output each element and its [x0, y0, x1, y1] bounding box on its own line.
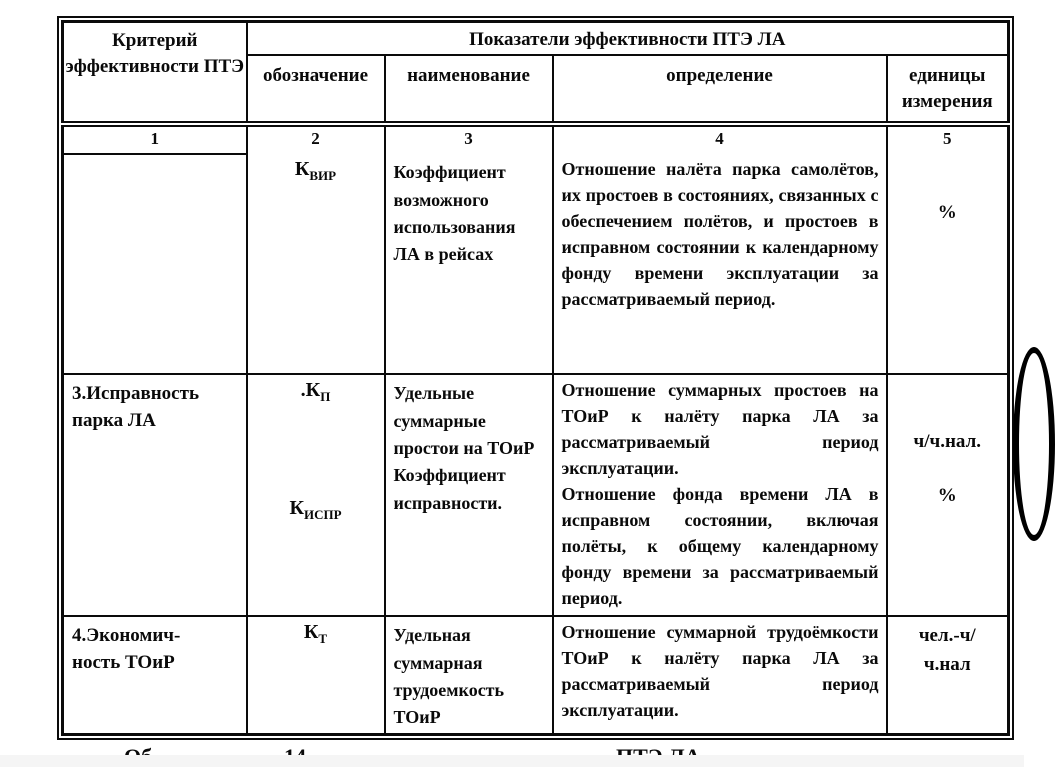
indicator-definition: Отношение суммарной трудоёмкости ТОиР к налёту парка ЛА за рассматриваемый период эксплуатации.: [561, 622, 879, 720]
unit-value: ч/ч.нал.: [913, 431, 981, 453]
col-number-1: 1: [63, 124, 247, 154]
col-number-5: 5: [887, 124, 1009, 154]
indicator-definition: Отношение суммарных простоев на ТОиР к налёту парка ЛА за рассматриваемый период эксплуатации.: [561, 380, 879, 478]
symbol-kp: $.К_П$: [300, 379, 331, 405]
indicator-name: Коэффициент исправности.: [393, 465, 506, 513]
unit-value: %: [937, 485, 957, 507]
col-number-2: 2: [247, 124, 385, 154]
header-units: единицы измерения: [887, 55, 1009, 124]
symbol-kispr: $К_{ИСПР}$: [289, 497, 342, 523]
table-row: [63, 154, 1009, 374]
units-cell: [887, 616, 1009, 735]
indicator-name: Удельные суммарные простои на ТОиР: [393, 383, 535, 458]
criterion-line: парка ЛА: [72, 409, 156, 431]
designation-cell: [247, 374, 385, 616]
table-row: [63, 616, 1009, 735]
col-number-4: 4: [553, 124, 887, 154]
criterion-cell: [63, 616, 247, 735]
slide-bottom-edge: [0, 755, 1024, 767]
pte-efficiency-table-frame: [57, 16, 1014, 740]
units-cell: [887, 154, 1009, 374]
criterion-line: 3.Исправность: [72, 383, 199, 405]
name-cell: [385, 616, 553, 735]
header-group: Показатели эффективности ПТЭ ЛА: [247, 22, 1009, 56]
table-row: [63, 374, 1009, 616]
header-designation: обозначение: [247, 55, 385, 124]
symbol-kvir: $К_{ВИР}$: [294, 158, 337, 184]
bottom-cropped-text: [0, 739, 1024, 753]
header-definition: определение: [553, 55, 887, 124]
scan-artifact-mark: [1013, 347, 1055, 541]
criterion-line: ность ТОиР: [72, 651, 175, 673]
designation-cell: [247, 616, 385, 735]
pte-efficiency-table: [61, 20, 1010, 736]
col-number-3: 3: [385, 124, 553, 154]
definition-cell: [553, 154, 887, 374]
column-number-row: [63, 124, 1009, 154]
name-cell: [385, 374, 553, 616]
definition-cell: [553, 374, 887, 616]
indicator-definition: Отношение налёта парка самолётов, их простоев в состояниях, связанных с обеспечением полётов, и простоев в исправном состоянии к календарному фонду времени эксплуатации за рассматриваемый период.: [561, 159, 879, 309]
unit-value: %: [937, 202, 957, 224]
criterion-cell: [63, 374, 247, 616]
unit-value: чел.-ч/ ч.нал: [918, 625, 976, 675]
criterion-cell: [63, 154, 247, 374]
indicator-name: Коэффициент возможного использования ЛА в рейсах: [393, 162, 516, 265]
definition-cell: [553, 616, 887, 735]
indicator-name: Удельная суммарная трудоемкость ТОиР: [393, 625, 505, 728]
symbol-kt: $К_Т$: [303, 621, 328, 647]
indicator-definition: Отношение фонда времени ЛА в исправном состоянии, включая полёты, к общему календарному фонду времени за рассматриваемый период.: [561, 483, 879, 608]
header-criterion: Критерий эффективности ПТЭ: [63, 22, 247, 125]
designation-cell: [247, 154, 385, 374]
units-cell: [887, 374, 1009, 616]
header-name: наименование: [385, 55, 553, 124]
criterion-line: 4.Экономич-: [72, 625, 181, 647]
name-cell: [385, 154, 553, 374]
